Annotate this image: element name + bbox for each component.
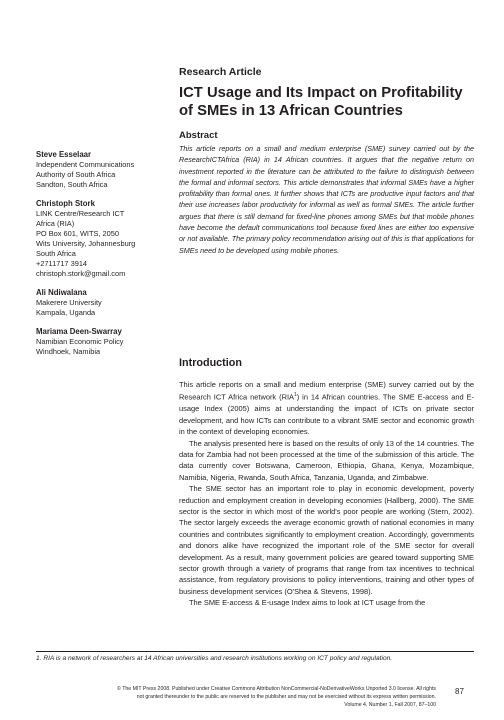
- author-affiliation-line: Namibian Economic Policy: [36, 337, 124, 346]
- copyright-footer: [36, 686, 436, 709]
- paragraph: [179, 379, 474, 438]
- author-affiliation-line: Authority of South Africa: [36, 170, 116, 179]
- footnote-divider: [36, 651, 474, 652]
- article-header: [179, 66, 474, 256]
- author-name: Ali Ndiwalana: [36, 288, 87, 297]
- author-block: [36, 288, 164, 318]
- author-affiliation-line: Independent Communications: [36, 160, 135, 169]
- author-name: Christoph Stork: [36, 199, 95, 208]
- author-affiliation-line: Wits University, Johannesburg: [36, 239, 136, 248]
- paragraph: The SME sector has an important role to play in economic development, poverty reduction and employment creation in developing economies (Hallberg, 2000). The SME sector is the sector in which most of the world's poor people are working (Stern, 2002). The sector largely exceeds the average economic growth of national economies in many countries and contributes significantly to employment creation. Accordingly, governments and donors alike have recognized the important role of the SME sector for overall development. As a result, many government policies are geared toward supporting SME sector growth through a variety of programs that range from tax incentives to technical assistance, from regulatory provisions to policy interventions, training and other types of business development services (O'Shea & Stevens, 1998).: [179, 484, 474, 596]
- footer-line: Volume 4, Number 1, Fall 2007, 87–100: [344, 701, 436, 708]
- author-affiliation-line: Sandton, South Africa: [36, 180, 108, 189]
- author-block: [36, 150, 164, 190]
- footnote-marker[interactable]: 1: [293, 392, 297, 399]
- author-email[interactable]: christoph.stork@gmail.com: [36, 269, 126, 278]
- author-affiliation-line: South Africa: [36, 249, 76, 258]
- abstract-heading: Abstract: [179, 130, 218, 141]
- author-affiliation-line: Windhoek, Namibia: [36, 347, 101, 356]
- paragraph-text: ) in 14 African countries. The SME E-access and E-usage Index (2005) aims at understanding the impact of ICTs on private sector development, and how ICTs can contribute to a vibrant SME sector and economic growth in the context of developing economies.: [179, 392, 474, 437]
- author-affiliation-line: PO Box 601, WITS, 2050: [36, 229, 119, 238]
- footer-line: © The MIT Press 2008. Published under Creative Commons Attribution NonCommercial-NoDerivativeWorks Unported 3.0 license. All rights: [117, 686, 436, 692]
- author-list: [36, 150, 164, 366]
- author-affiliation-line: LINK Centre/Research ICT: [36, 209, 125, 218]
- paragraph: The SME E-access & E-usage Index aims to look at ICT usage from the: [189, 598, 426, 608]
- author-affiliation-line: Africa (RIA): [36, 219, 75, 228]
- author-affiliation-line: Makerere University: [36, 298, 102, 307]
- introduction-heading: Introduction: [179, 357, 242, 369]
- author-affiliation-line: Kampala, Uganda: [36, 308, 96, 317]
- footer-line: not granted thereunder to the public are reserved to the publisher and may not be exercised without its express written permission.: [136, 693, 436, 700]
- abstract-text: This article reports on a small and medium enterprise (SME) survey carried out by the ResearchICTAfrica (RIA) in 14 African countries. It argues that the negative return on investment reported in the literature can be attributed to the failure to distinguish between the formal and informal sectors. This article demonstrates that informal SMEs have a higher profitability than formal ones. It further shows that ICTs are productive input factors and that their use increases labor productivity for informal as well as formal SMEs. The article further argues that there is still demand for fixed-line phones among SMEs but that mobile phones have become the default communications tool because fixed lines are either too expensive or not available. The primary policy recommendation arising out of this is that applications for SMEs need to be developed using mobile phones.: [179, 144, 474, 255]
- author-name: Mariama Deen-Swarray: [36, 327, 122, 336]
- footnote: 1. RIA is a network of researchers at 14 African universities and research institutions working on ICT policy and regulation.: [36, 655, 393, 662]
- paragraph: The analysis presented here is based on the results of only 13 of the 14 countries. The data for Zambia had not been processed at the time of the submission of this article. The data currently cover Botswana, Cameroon, Ethiopia, Ghana, Kenya, Mozambique, Namibia, Nigeria, Rwanda, South Africa, Tanzania, Uganda, and Zimbabwe.: [179, 438, 474, 482]
- author-block: [36, 327, 164, 357]
- paragraph-text: This article reports on a small and medium enterprise (SME) survey carried out by the Research ICT Africa network (RIA: [179, 380, 474, 402]
- author-name: Steve Esselaar: [36, 150, 92, 159]
- introduction-body: [179, 379, 474, 609]
- page-number: 87: [455, 687, 464, 696]
- article-title: ICT Usage and Its Impact on Profitability of SMEs in 13 African Countries: [179, 85, 463, 119]
- section-label: Research Article: [179, 66, 262, 78]
- author-phone: +2711717 3914: [36, 259, 88, 268]
- author-block: [36, 199, 164, 279]
